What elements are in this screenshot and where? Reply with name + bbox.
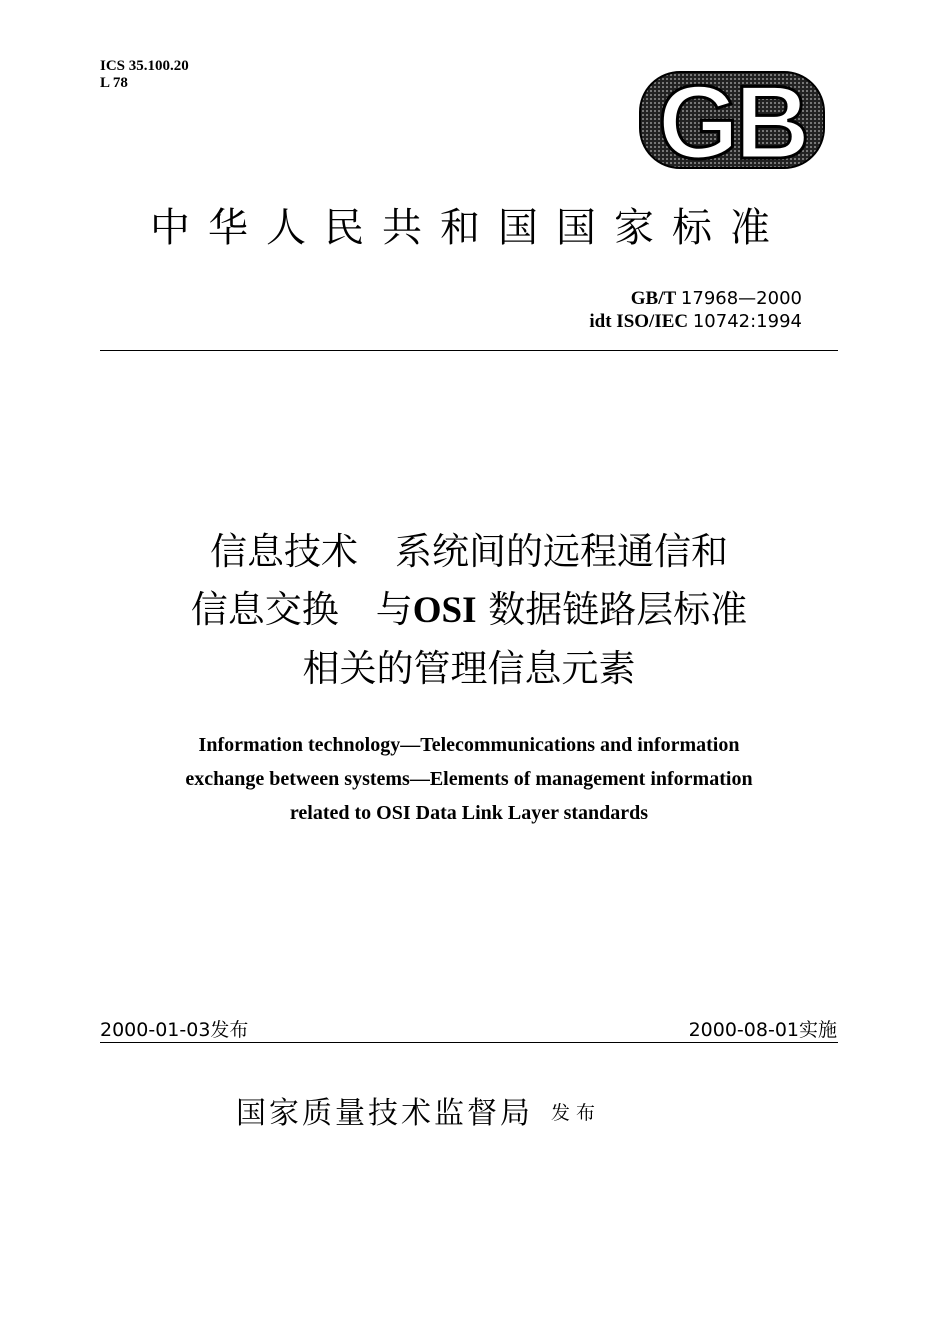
bottom-divider xyxy=(100,1042,838,1043)
publisher-name: 国家质量技术监督局 xyxy=(236,1096,533,1131)
ics-code: ICS 35.100.20 xyxy=(100,58,189,74)
gb-logo-text: GB xyxy=(658,70,806,170)
standard-prefix: GB/T xyxy=(630,288,677,309)
classification-block xyxy=(100,58,189,92)
publisher-suffix: 发布 xyxy=(551,1102,602,1124)
issue-date: 2000-01-03发布 xyxy=(100,1019,249,1041)
idt-number: 10742:1994 xyxy=(692,311,802,332)
national-standard-title: 中华人民共和国国家标准 xyxy=(150,205,788,251)
cn-title-line-1: 信息技术 系统间的远程通信和 xyxy=(210,530,728,573)
standard-code xyxy=(589,287,802,333)
en-title-line-2: exchange between systems—Elements of management information xyxy=(185,768,753,790)
gb-logo xyxy=(638,70,826,170)
english-title xyxy=(60,728,878,830)
en-title-line-1: Information technology—Telecommunications and information xyxy=(198,734,740,756)
idt-prefix: idt ISO/IEC xyxy=(589,311,689,332)
category-code: L 78 xyxy=(100,75,128,91)
cn-title-line-3: 相关的管理信息元素 xyxy=(302,647,636,690)
top-divider xyxy=(100,350,838,351)
implementation-date: 2000-08-01实施 xyxy=(688,1019,837,1041)
cn-title-line-2: 信息交换 与OSI 数据链路层标准 xyxy=(190,588,748,631)
chinese-title xyxy=(60,523,878,698)
publisher xyxy=(236,1088,601,1132)
en-title-line-3: related to OSI Data Link Layer standards xyxy=(289,802,649,824)
standard-number: 17968—2000 xyxy=(680,288,802,309)
